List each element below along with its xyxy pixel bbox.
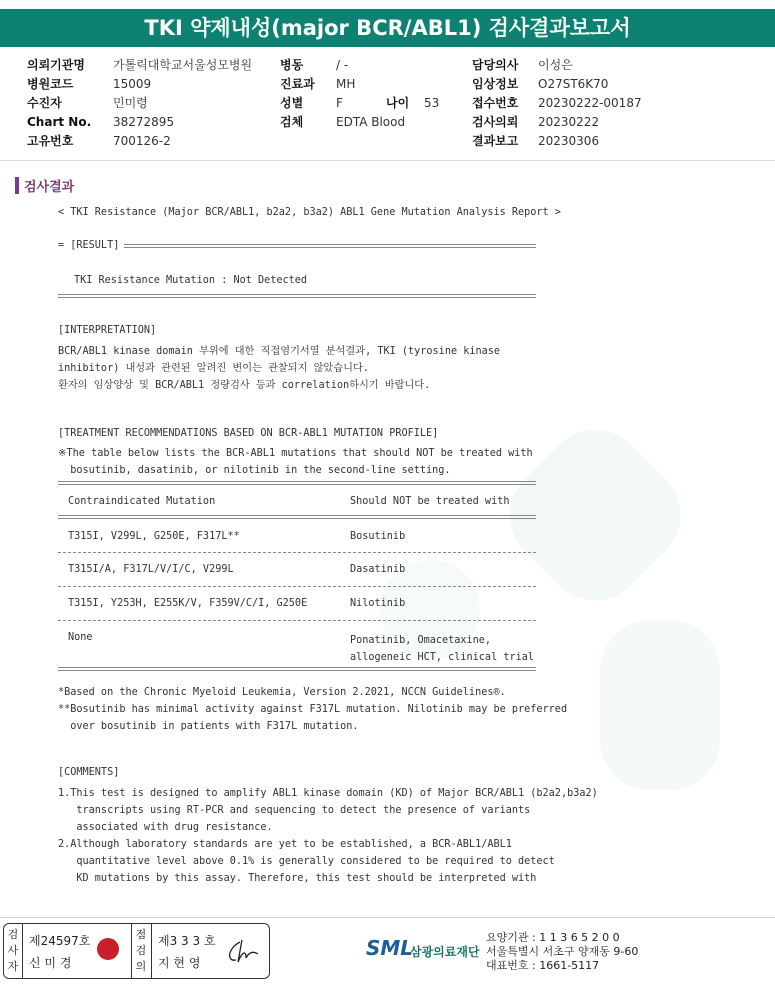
footer — [0, 917, 775, 987]
table-header-drug: Should NOT be treated with — [350, 496, 510, 507]
checker-no: 제3 3 3 호 — [158, 934, 216, 948]
age-label: 나이 — [386, 96, 410, 110]
rule — [58, 586, 536, 587]
section-title: 검사결과 — [15, 176, 74, 195]
rule — [58, 294, 536, 298]
checker-label: 점검의 — [135, 928, 147, 973]
seal-stamp — [97, 938, 119, 960]
examiner-label: 검사자 — [7, 928, 19, 973]
interpretation-title: [INTERPRETATION] — [58, 325, 157, 336]
table-row-drug: Dasatinib — [350, 564, 406, 575]
divider — [0, 160, 775, 161]
table-row-mutation: T315I, Y253H, E255K/V, F359V/C/I, G250E — [68, 598, 308, 609]
result-label: = [RESULT] — [58, 240, 120, 251]
comments-title: [COMMENTS] — [58, 767, 120, 778]
rule — [58, 481, 536, 485]
rule — [58, 552, 536, 553]
report-title: TKI 약제내성(major BCR/ABL1) 검사결과보고서 — [0, 9, 775, 47]
rule — [58, 515, 536, 519]
age-value: 53 — [424, 96, 440, 110]
result-rule — [124, 244, 536, 248]
examiner-no: 제24597호 — [29, 934, 91, 948]
comments-text: 1.This test is designed to amplify ABL1 kinase domain (KD) of Major BCR/ABL1 (b2a2,b3a2) transcripts using RT-PCR and sequencing to detect the presence of variants associated with drug resistance. 2.Although laboratory standards are yet to be established, a BCR-ABL1/ABL1 quantitative level above 0.1% is generally considered to be required to detect KD mutations by this assay. Therefore, this test should be interpreted with — [58, 788, 598, 884]
report-header: < TKI Resistance (Major BCR/ABL1, b2a2, b3a2) ABL1 Gene Mutation Analysis Report > — [58, 207, 561, 218]
table-row-drug: Nilotinib — [350, 598, 406, 609]
patient-info-right: 담당의사 이성은 임상정보 O27ST6K70 접수번호 20230222-00187 검사의뢰 20230222 결과보고 20230306 — [472, 58, 642, 148]
divider — [151, 924, 152, 978]
watermark-shape — [600, 620, 720, 790]
signature-box — [3, 923, 270, 979]
section-marker — [15, 177, 19, 194]
table-row-mutation: T315I, V299L, G250E, F317L** — [68, 531, 240, 542]
org-name: 삼광의료재단 — [410, 945, 480, 959]
table-header-mutation: Contraindicated Mutation — [68, 496, 216, 507]
sml-logo: SML — [366, 936, 414, 960]
signature — [222, 936, 262, 966]
rule — [58, 667, 536, 671]
footnotes: *Based on the Chronic Myeloid Leukemia, Version 2.2021, NCCN Guidelines®. **Bosutinib has minimal activity against F317L mutation. Nilotinib may be preferred over bosutinib in patients with F317L mutation. — [58, 687, 568, 732]
org-info: 요양기관 : 1 1 3 6 5 2 0 0 서울특별시 서초구 양재동 9-60 대표번호 : 1661-5117 — [486, 931, 639, 972]
divider — [131, 924, 132, 978]
rule — [58, 620, 536, 621]
treatment-text: ※The table below lists the BCR-ABL1 mutations that should NOT be treated with bosutinib, dasatinib, or nilotinib in the second-line setting. — [58, 448, 533, 476]
patient-info-left: 의뢰기관명 가톨릭대학교서울성모병원 병원코드 15009 수진자 민미령 Chart No. 38272895 고유번호 700126-2 — [27, 58, 253, 148]
table-row-mutation: T315I/A, F317L/V/I/C, V299L — [68, 564, 234, 575]
table-row-drug: Ponatinib, Omacetaxine, allogeneic HCT, clinical trial — [350, 635, 535, 663]
table-row-drug: Bosutinib — [350, 531, 406, 542]
interpretation-text: BCR/ABL1 kinase domain 부위에 대한 직접염기서열 분석결과, TKI (tyrosine kinase inhibitor) 내성과 관련된 알려진 변이는 관찰되지 않았습니다. 환자의 임상양상 및 BCR/ABL1 정량검사 등과 correlation하시기 바랍니다. — [58, 346, 501, 391]
examiner-name: 신 미 경 — [29, 956, 72, 970]
divider — [22, 924, 23, 978]
checker-name: 지 현 영 — [158, 956, 201, 970]
treatment-title: [TREATMENT RECOMMENDATIONS BASED ON BCR-ABL1 MUTATION PROFILE] — [58, 428, 439, 439]
patient-info-mid: 병동 / - 진료과 MH 성별 F 나이 53 검체 EDTA Blood — [280, 58, 440, 129]
table-row-mutation: None — [68, 632, 93, 643]
result-text: TKI Resistance Mutation : Not Detected — [74, 275, 308, 286]
